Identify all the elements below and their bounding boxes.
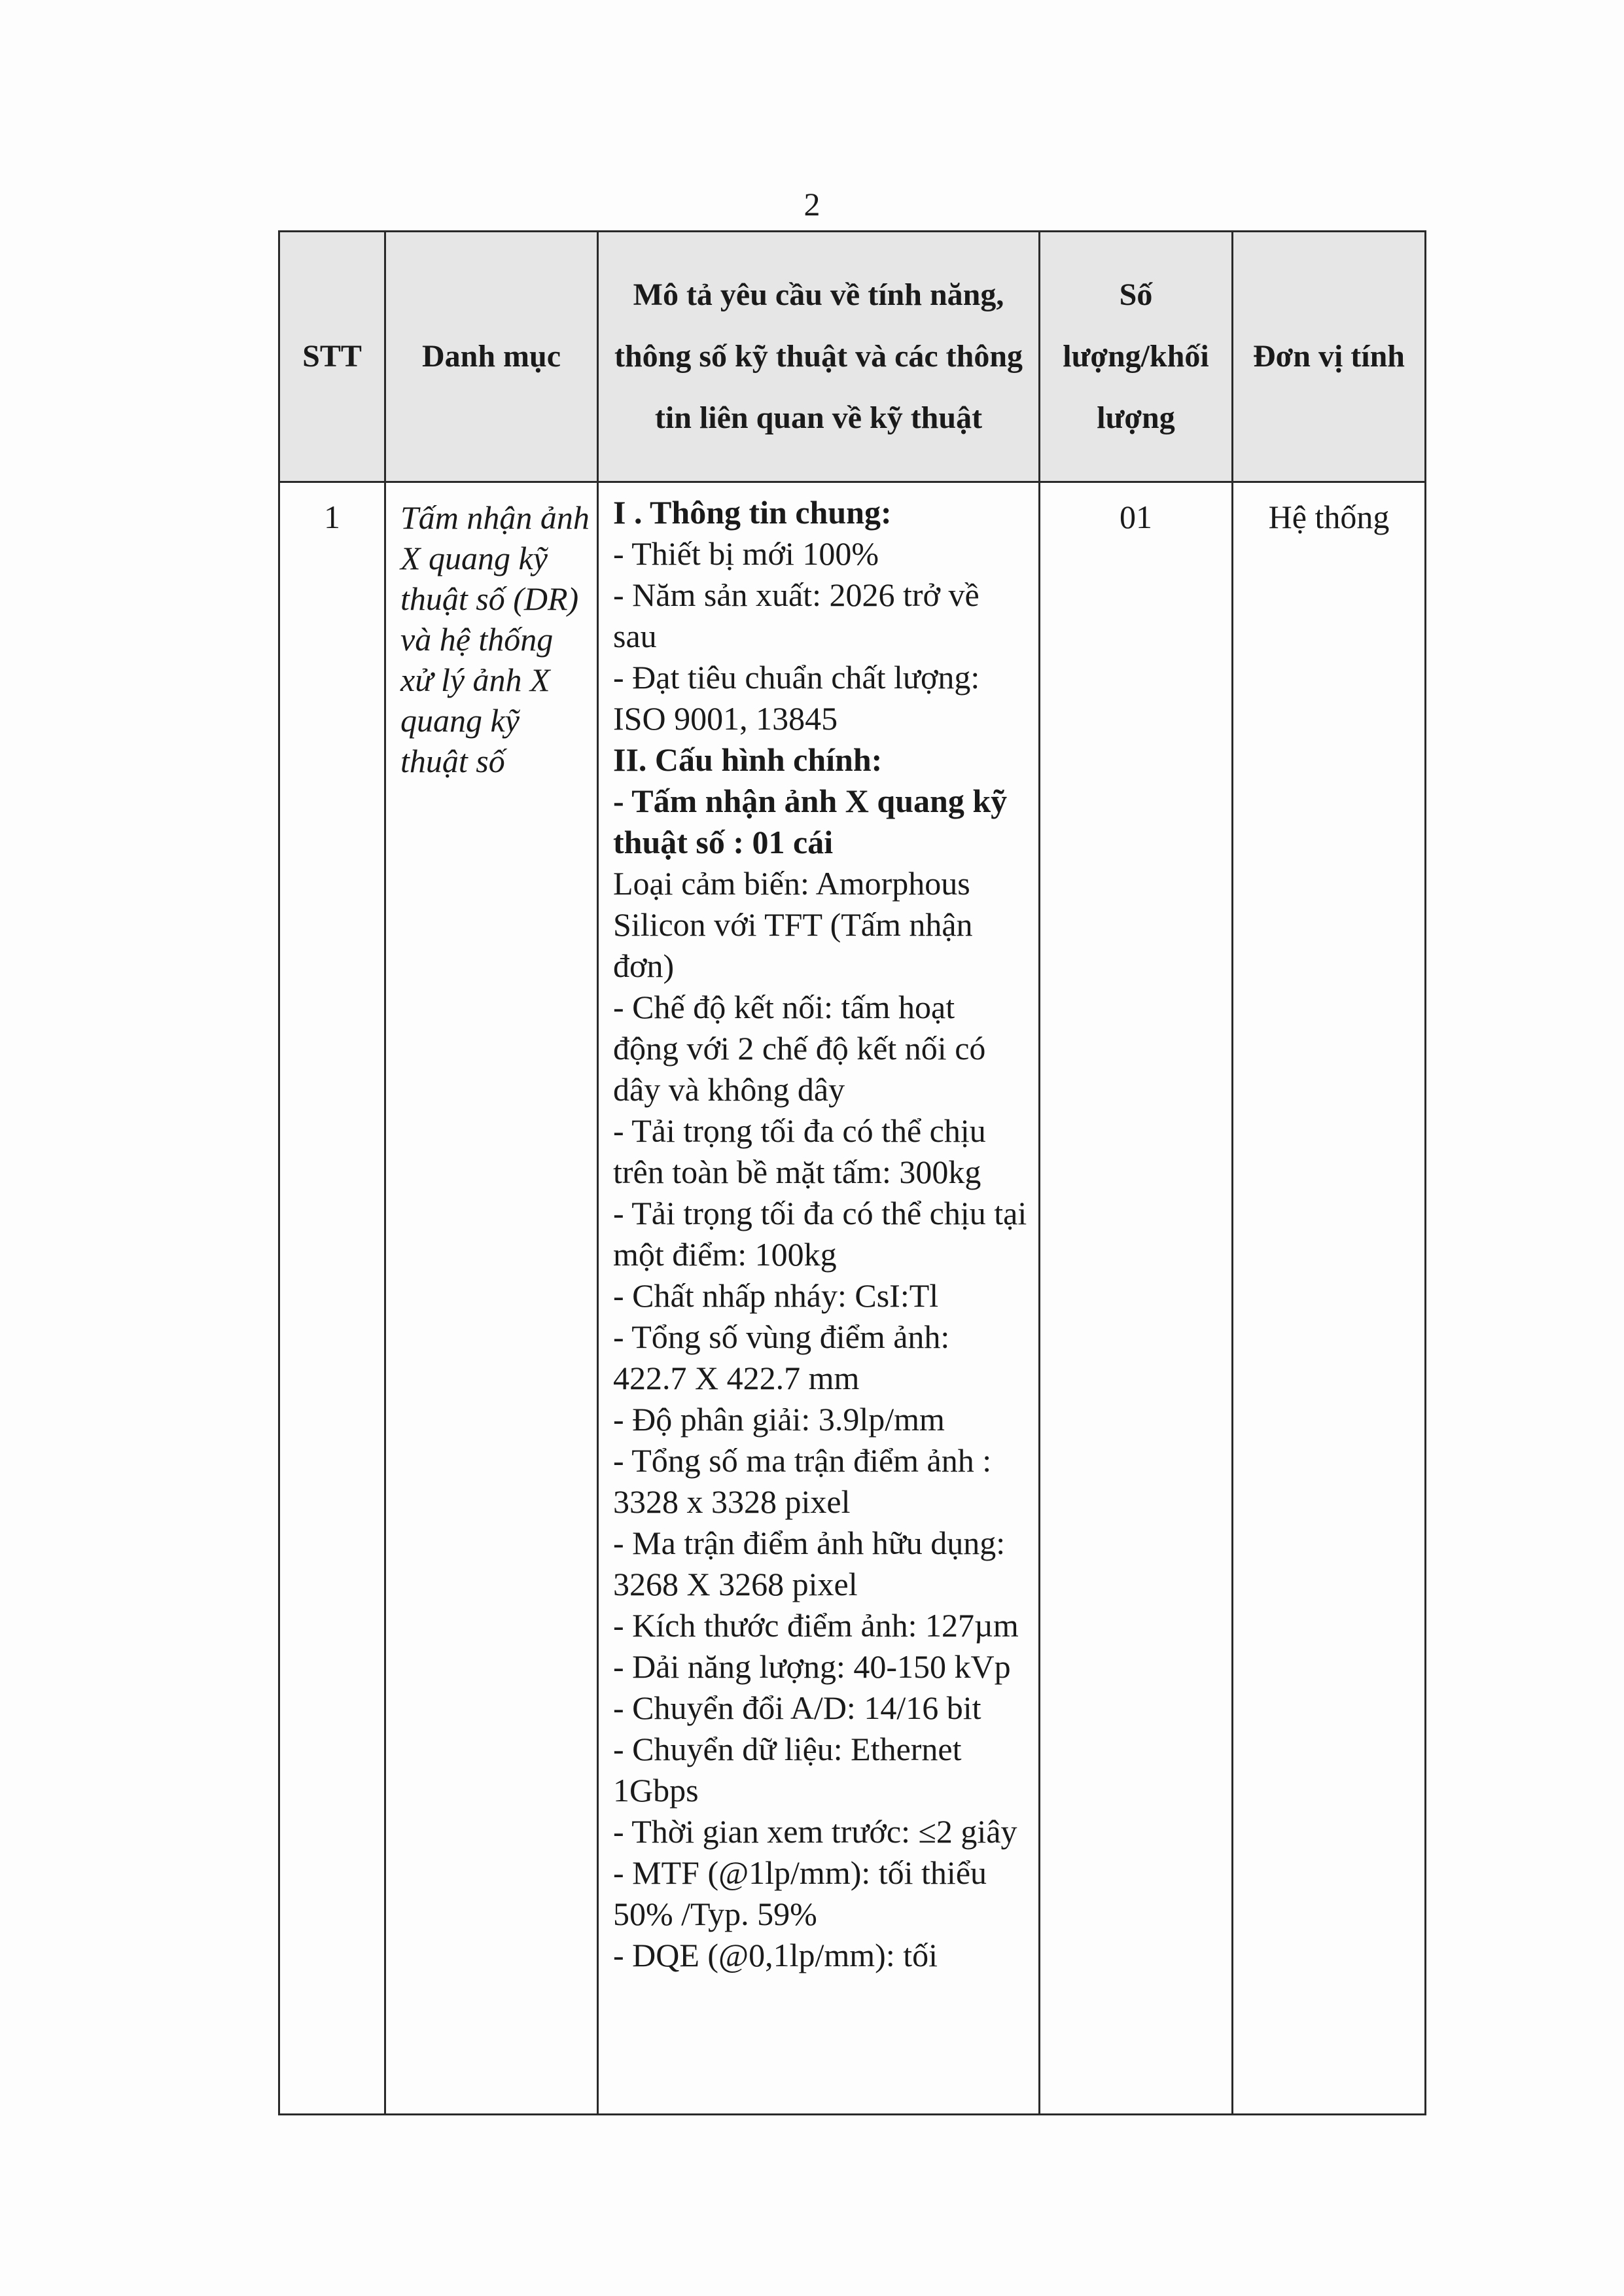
header-unit: Đơn vị tính bbox=[1233, 232, 1426, 482]
description-line: - Chuyển dữ liệu: Ethernet 1Gbps bbox=[613, 1731, 962, 1809]
description-line: Loại cảm biến: Amorphous Silicon với TFT (Tấm nhận đơn) bbox=[613, 865, 973, 984]
table-header-row bbox=[279, 232, 1426, 482]
header-quantity: Số lượng/khối lượng bbox=[1040, 232, 1233, 482]
cell-quantity: 01 bbox=[1040, 482, 1233, 2115]
description-line: - Tấm nhận ảnh X quang kỹ thuật số : 01 cái bbox=[613, 783, 1008, 860]
description-line: - Tổng số ma trận điểm ảnh : 3328 x 3328 pixel bbox=[613, 1442, 992, 1520]
description-line: - Tải trọng tối đa có thể chịu trên toàn bề mặt tấm: 300kg bbox=[613, 1112, 986, 1190]
table-row bbox=[279, 482, 1426, 2115]
description-line: - Kích thước điểm ảnh: 127µm bbox=[613, 1607, 1019, 1644]
description-line: - Độ phân giải: 3.9lp/mm bbox=[613, 1401, 945, 1438]
description-line: - Chế độ kết nối: tấm hoạt động với 2 chế độ kết nối có dây và không dây bbox=[613, 989, 986, 1108]
description-line: - Thời gian xem trước: ≤2 giây bbox=[613, 1813, 1017, 1850]
description-line: - MTF (@1lp/mm): tối thiểu 50% /Typ. 59% bbox=[613, 1854, 987, 1932]
description-line: - Tải trọng tối đa có thể chịu tại một điểm: 100kg bbox=[613, 1195, 1027, 1273]
description-line: - Dải năng lượng: 40-150 kVp bbox=[613, 1648, 1011, 1685]
cell-stt: 1 bbox=[279, 482, 385, 2115]
description-line: - Ma trận điểm ảnh hữu dụng: 3268 X 3268 pixel bbox=[613, 1525, 1006, 1602]
spec-table bbox=[278, 230, 1426, 2115]
cell-unit: Hệ thống bbox=[1233, 482, 1426, 2115]
description-line: - Đạt tiêu chuẩn chất lượng: ISO 9001, 13845 bbox=[613, 659, 980, 737]
description-line: - Thiết bị mới 100% bbox=[613, 535, 879, 572]
cell-category: Tấm nhận ảnh X quang kỹ thuật số (DR) và hệ thống xử lý ảnh X quang kỹ thuật số bbox=[385, 482, 598, 2115]
header-description: Mô tả yêu cầu về tính năng, thông số kỹ thuật và các thông tin liên quan về kỹ thuật bbox=[598, 232, 1040, 482]
cell-description bbox=[598, 482, 1040, 2115]
description-line: - DQE (@0,1lp/mm): tối bbox=[613, 1937, 938, 1973]
page-number: 2 bbox=[803, 186, 821, 222]
description-line: I . Thông tin chung: bbox=[613, 494, 892, 531]
header-stt: STT bbox=[279, 232, 385, 482]
description-line: II. Cấu hình chính: bbox=[613, 741, 883, 778]
description-line: - Chất nhấp nháy: CsI:Tl bbox=[613, 1277, 939, 1314]
header-category: Danh mục bbox=[385, 232, 598, 482]
description-line: - Tổng số vùng điểm ảnh: 422.7 X 422.7 mm bbox=[613, 1318, 950, 1396]
description-line: - Năm sản xuất: 2026 trở về sau bbox=[613, 576, 980, 654]
description-line: - Chuyển đổi A/D: 14/16 bit bbox=[613, 1689, 981, 1726]
